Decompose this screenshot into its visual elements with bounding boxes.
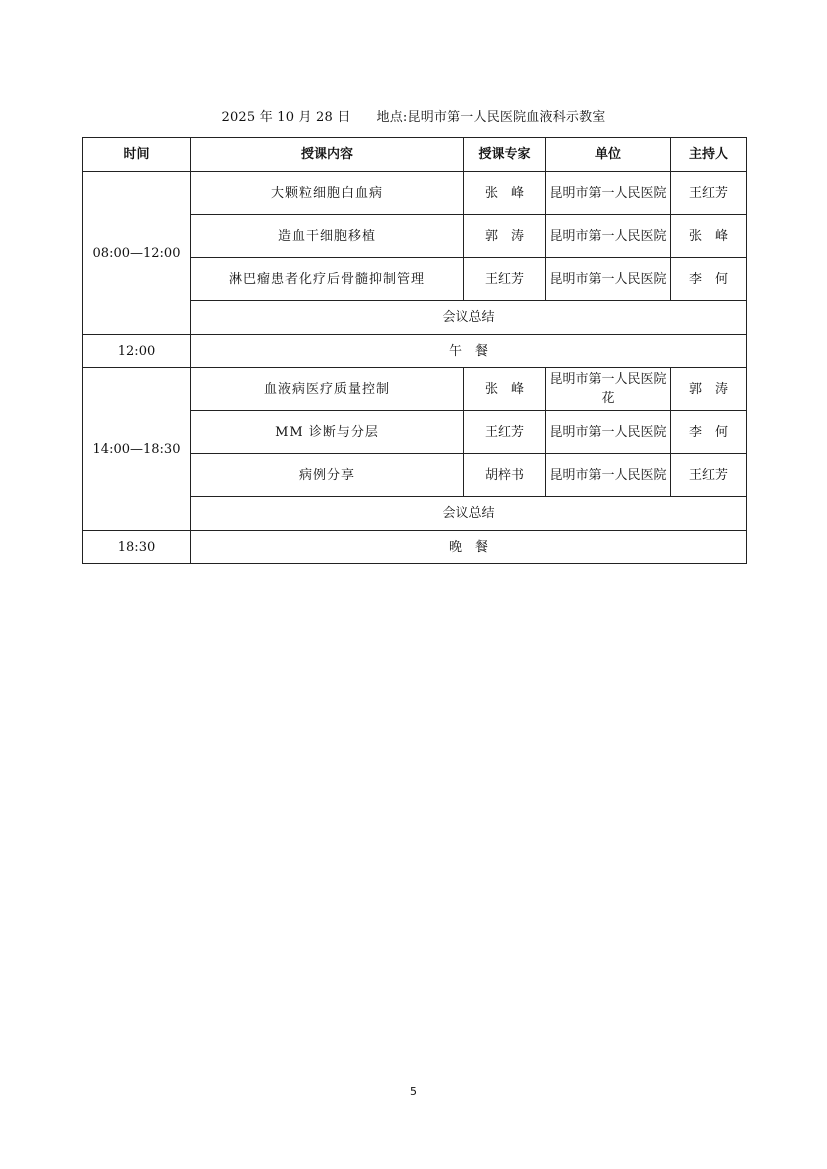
schedule-date: 2025 年 10 月 28 日 <box>221 110 351 125</box>
table-header-row <box>83 138 747 172</box>
lunch-label: 午 餐 <box>191 335 747 368</box>
lesson-content: 病例分享 <box>191 454 464 497</box>
column-header-expert: 授课专家 <box>464 138 546 172</box>
lesson-content: 造血干细胞移植 <box>191 215 464 258</box>
lesson-host: 王红芳 <box>671 454 747 497</box>
schedule-location: 地点:昆明市第一人民医院血液科示教室 <box>376 110 606 125</box>
lesson-host: 郭 涛 <box>671 368 747 411</box>
table-row <box>83 531 747 564</box>
morning-time-cell: 08:00—12:00 <box>83 172 191 335</box>
lesson-expert: 胡梓书 <box>464 454 546 497</box>
table-row <box>83 172 747 215</box>
lesson-expert: 王红芳 <box>464 258 546 301</box>
lunch-time-cell: 12:00 <box>83 335 191 368</box>
afternoon-time-cell: 14:00—18:30 <box>83 368 191 531</box>
table-row <box>83 368 747 411</box>
lesson-content: 大颗粒细胞白血病 <box>191 172 464 215</box>
lesson-expert: 郭 涛 <box>464 215 546 258</box>
dinner-time-cell: 18:30 <box>83 531 191 564</box>
column-header-unit: 单位 <box>546 138 671 172</box>
afternoon-summary: 会议总结 <box>191 497 747 531</box>
lesson-unit: 昆明市第一人民医院 <box>546 258 671 301</box>
lesson-host: 李 何 <box>671 411 747 454</box>
lesson-content: MM 诊断与分层 <box>191 411 464 454</box>
lesson-content: 血液病医疗质量控制 <box>191 368 464 411</box>
dinner-label: 晚 餐 <box>191 531 747 564</box>
column-header-content: 授课内容 <box>191 138 464 172</box>
lesson-expert: 王红芳 <box>464 411 546 454</box>
lesson-host: 李 何 <box>671 258 747 301</box>
lesson-host: 王红芳 <box>671 172 747 215</box>
lesson-expert: 张 峰 <box>464 368 546 411</box>
schedule-header <box>0 109 827 127</box>
table-row <box>83 335 747 368</box>
lesson-unit: 昆明市第一人民医院 <box>546 215 671 258</box>
lesson-unit: 昆明市第一人民医院花 <box>546 368 671 411</box>
lesson-unit: 昆明市第一人民医院 <box>546 411 671 454</box>
lesson-unit: 昆明市第一人民医院 <box>546 454 671 497</box>
lesson-host: 张 峰 <box>671 215 747 258</box>
lesson-content: 淋巴瘤患者化疗后骨髓抑制管理 <box>191 258 464 301</box>
lesson-expert: 张 峰 <box>464 172 546 215</box>
morning-summary: 会议总结 <box>191 301 747 335</box>
lesson-unit: 昆明市第一人民医院 <box>546 172 671 215</box>
schedule-table <box>82 137 747 564</box>
column-header-time: 时间 <box>83 138 191 172</box>
column-header-host: 主持人 <box>671 138 747 172</box>
page-number: 5 <box>410 1085 417 1098</box>
